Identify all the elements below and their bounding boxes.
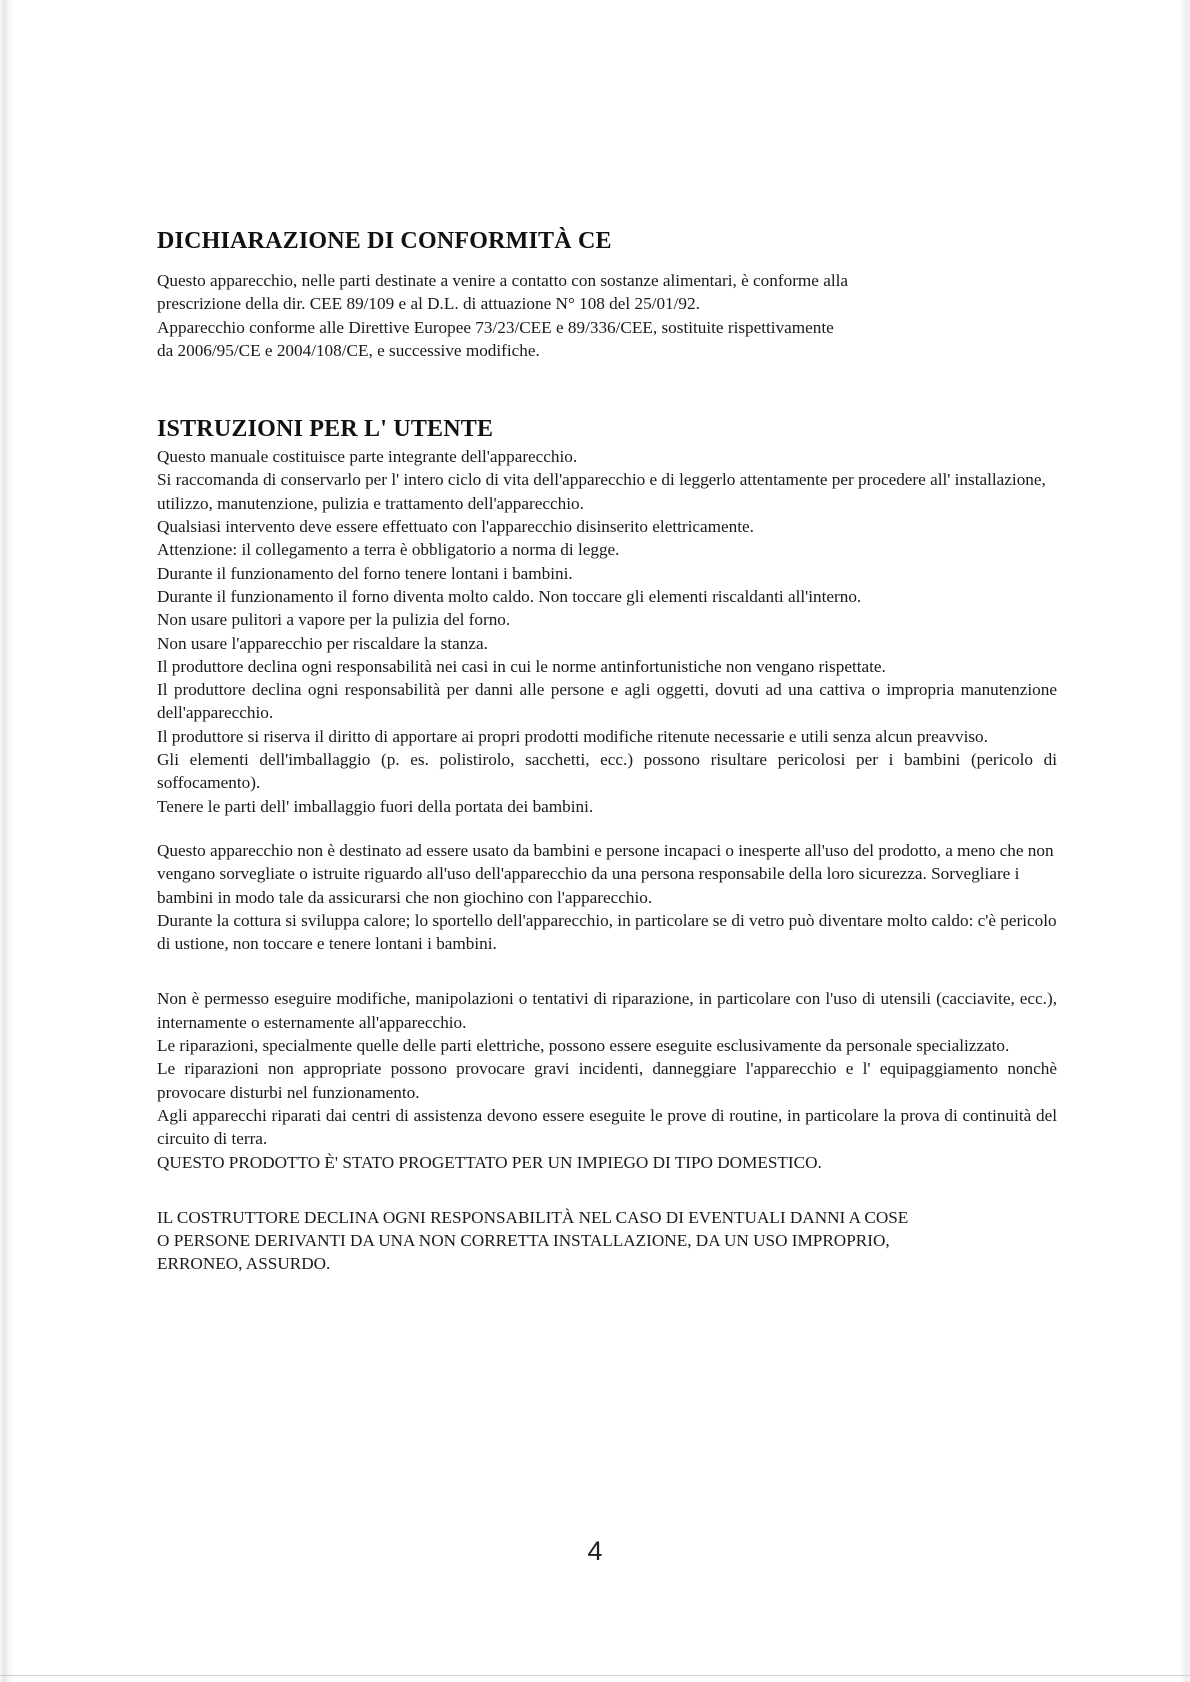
instruction-item: Il produttore declina ogni responsabilità nei casi in cui le norme antinfortunistiche non vengano rispettate. [157, 656, 886, 676]
instruction-item: Questo manuale costituisce parte integrante dell'apparecchio. [157, 447, 578, 467]
user-instructions-section [157, 416, 1057, 1276]
conformity-line: prescrizione della dir. CEE 89/109 e al D.L. di attuazione N° 108 del 25/01/92. [157, 294, 700, 314]
instruction-item: Tenere le parti dell' imballaggio fuori della portata dei bambini. [157, 796, 594, 816]
page-number: 4 [587, 1536, 603, 1566]
instruction-item: Non usare l'apparecchio per riscaldare la stanza. [157, 633, 488, 653]
instruction-item: Il produttore declina ogni responsabilità per danni alle persone e agli oggetti, dovuti ad una cattiva o impropria manutenzione dell'apparecchio. [157, 680, 1057, 723]
domestic-use-notice: QUESTO PRODOTTO È' STATO PROGETTATO PER UN IMPIEGO DI TIPO DOMESTICO. [157, 1152, 822, 1172]
document-body [157, 228, 1057, 1276]
instruction-item: Attenzione: il collegamento a terra è obbligatorio a norma di legge. [157, 540, 620, 560]
scan-edge-right [1180, 0, 1190, 1682]
child-safety-text: Durante la cottura si sviluppa calore; lo sportello dell'apparecchio, in particolare se di vetro può diventare molto caldo: c'è pericolo di ustione, non toccare e tenere lontani i bambini. [157, 910, 1057, 954]
instruction-item: Il produttore si riserva il diritto di apportare ai propri prodotti modifiche ritenute necessarie e utili senza alcun preavviso. [157, 726, 988, 746]
scan-edge-left [0, 0, 14, 1682]
user-instructions-heading: ISTRUZIONI PER L' UTENTE [157, 416, 494, 443]
instruction-item: Si raccomanda di conservarlo per l' intero ciclo di vita dell'apparecchio e di leggerlo attentamente per procedere all' installazione, utilizzo, manutenzione, pulizia e trattamento dell'apparecchio. [157, 470, 1046, 513]
scan-bottom-edge [0, 1675, 1190, 1676]
repairs-paragraph [157, 987, 1057, 1150]
instruction-item: Durante il funzionamento del forno tenere lontani i bambini. [157, 563, 573, 583]
instruction-item: Non usare pulitori a vapore per la pulizia del forno. [157, 610, 511, 630]
conformity-declaration-section [157, 228, 1057, 362]
child-safety-paragraph [157, 839, 1057, 955]
conformity-line: da 2006/95/CE e 2004/108/CE, e successive modifiche. [157, 340, 540, 360]
child-safety-text: Questo apparecchio non è destinato ad essere usato da bambini e persone incapaci o inesperte all'uso del prodotto, a meno che non vengano sorvegliate o istruite riguardo all'uso dell'apparecchio da una persona responsabile della loro sicurezza. Sorvegliare i bambini in modo tale da assicurarsi che non giochino con l'apparecchio. [157, 840, 1054, 907]
repairs-text: Le riparazioni non appropriate possono provocare gravi incidenti, danneggiare l'apparecchio e l' equipaggiamento nonchè provocare disturbi nel funzionamento. [157, 1059, 1057, 1102]
instruction-item: Gli elementi dell'imballaggio (p. es. polistirolo, sacchetti, ecc.) possono risultare pericolosi per i bambini (pericolo di soffocamento). [157, 750, 1057, 793]
repairs-text: Le riparazioni, specialmente quelle delle parti elettriche, possono essere eseguite esclusivamente da personale specializzato. [157, 1036, 1010, 1056]
liability-notice-line: ERRONEO, ASSURDO. [157, 1254, 331, 1274]
liability-notice-line: IL COSTRUTTORE DECLINA OGNI RESPONSABILITÀ NEL CASO DI EVENTUALI DANNI A COSE [157, 1207, 909, 1227]
conformity-line: Questo apparecchio, nelle parti destinate a venire a contatto con sostanze alimentari, è conforme alla [157, 271, 849, 290]
repairs-text: Non è permesso eseguire modifiche, manipolazioni o tentativi di riparazione, in particolare con l'uso di utensili (cacciavite, ecc.), internamente o esternamente all'apparecchio. [157, 989, 1057, 1032]
conformity-heading: DICHIARAZIONE DI CONFORMITÀ CE [157, 228, 612, 254]
instruction-item: Durante il funzionamento il forno diventa molto caldo. Non toccare gli elementi riscaldanti all'interno. [157, 586, 862, 606]
instruction-item: Qualsiasi intervento deve essere effettuato con l'apparecchio disinserito elettricamente. [157, 517, 754, 537]
conformity-line: Apparecchio conforme alle Direttive Europee 73/23/CEE e 89/336/CEE, sostituite rispettivamente [157, 317, 834, 337]
repairs-text: Agli apparecchi riparati dai centri di assistenza devono essere eseguite le prove di routine, in particolare la prova di continuità del circuito di terra. [157, 1105, 1057, 1149]
liability-notice [157, 1206, 1057, 1276]
liability-notice-line: O PERSONE DERIVANTI DA UNA NON CORRETTA INSTALLAZIONE, DA UN USO IMPROPRIO, [157, 1231, 890, 1251]
